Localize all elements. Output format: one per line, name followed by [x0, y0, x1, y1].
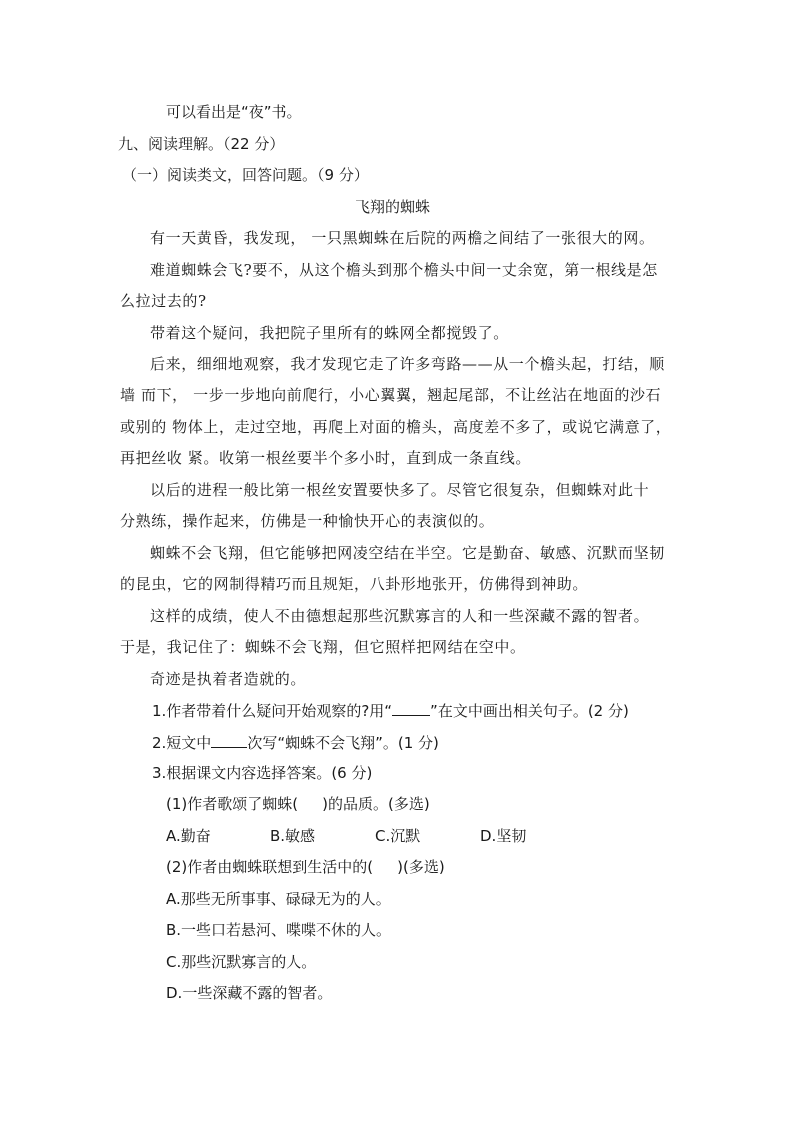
passage-line: 的昆虫，它的网制得精巧而且规矩，八卦形地张开，仿佛得到神助。 [120, 575, 589, 593]
passage-line: 奇迹是执着者造就的。 [150, 670, 307, 688]
passage-line: 分熟练，操作起来，仿佛是一种愉快开心的表演似的。 [120, 512, 495, 530]
question-1 [152, 700, 629, 721]
passage-line: 带着这个疑问，我把院子里所有的蛛网全都搅毁了。 [150, 324, 509, 342]
option-a[interactable]: A.勤奋 [166, 827, 211, 845]
answer-blank[interactable] [392, 700, 430, 716]
question-3: 3.根据课文内容选择答案。(6 分) [152, 764, 373, 782]
option-d[interactable]: D.一些深藏不露的智者。 [166, 984, 333, 1002]
question-2-text-end: 次写“蜘蛛不会飞翔”。(1 分) [247, 734, 439, 752]
question-2 [152, 732, 439, 753]
option-c[interactable]: C.那些沉默寡言的人。 [166, 953, 317, 971]
passage-title: 飞翔的蜘蛛 [355, 198, 431, 216]
passage-line: 难道蜘蛛会飞?要不，从这个檐头到那个檐头中间一丈余宽，第一根线是怎 [150, 261, 658, 279]
passage-line: 再把丝收 紧。收第一根丝要半个多小时，直到成一条直线。 [120, 449, 531, 467]
option-d[interactable]: D.坚韧 [480, 827, 527, 845]
passage-line: 后来，细细地观察，我才发现它走了许多弯路——从一个檐头起，打结，顺 [150, 355, 665, 373]
passage-line: 么拉过去的? [120, 292, 207, 310]
top-line: 可以看出是“夜”书。 [166, 103, 302, 121]
passage-line: 以后的进程一般比第一根丝安置要快多了。尽管它很复杂，但蜘蛛对此十 [150, 481, 650, 499]
question-3-1-text: (1)作者歌颂了蜘蛛( [166, 795, 299, 813]
option-c[interactable]: C.沉默 [375, 827, 421, 845]
question-3-2-text-end: )(多选) [397, 858, 445, 876]
question-3-1 [166, 794, 430, 814]
question-1-text: 1.作者带着什么疑问开始观察的?用“ [152, 702, 393, 720]
question-3-2 [166, 857, 445, 877]
passage-line: 蜘蛛不会飞翔，但它能够把网凌空结在半空。它是勤奋、敏感、沉默而坚韧 [150, 544, 665, 562]
passage-line: 有一天黄昏，我发现， 一只黑蜘蛛在后院的两檐之间结了一张很大的网。 [150, 229, 655, 247]
passage-line: 于是，我记住了：蜘蛛不会飞翔，但它照样把网结在空中。 [120, 638, 526, 656]
option-a[interactable]: A.那些无所事事、碌碌无为的人。 [166, 890, 391, 908]
option-b[interactable]: B.敏感 [270, 827, 316, 845]
question-2-text: 2.短文中 [152, 734, 212, 752]
part-heading: （一）阅读类文，回答问题。（9 分） [122, 166, 369, 184]
question-1-text-end: ”在文中画出相关句子。(2 分) [430, 702, 629, 720]
question-3-2-text: (2)作者由蜘蛛联想到生活中的( [166, 858, 374, 876]
option-b[interactable]: B.一些口若悬河、喋喋不休的人。 [166, 921, 392, 939]
passage-line: 墙 而下， 一步一步地向前爬行，小心翼翼，翘起尾部，不让丝沾在地面的沙石 [120, 386, 662, 404]
passage-line: 这样的成绩，使人不由德想起那些沉默寡言的人和一些深藏不露的智者。 [150, 607, 650, 625]
passage-line: 或别的 物体上，走过空地，再爬上对面的檐头，高度差不多了，或说它满意了， [120, 418, 672, 436]
question-3-1-text-end: )的品质。(多选) [322, 795, 430, 813]
answer-blank[interactable] [211, 732, 247, 748]
section-heading: 九、阅读理解。（22 分） [118, 135, 285, 153]
